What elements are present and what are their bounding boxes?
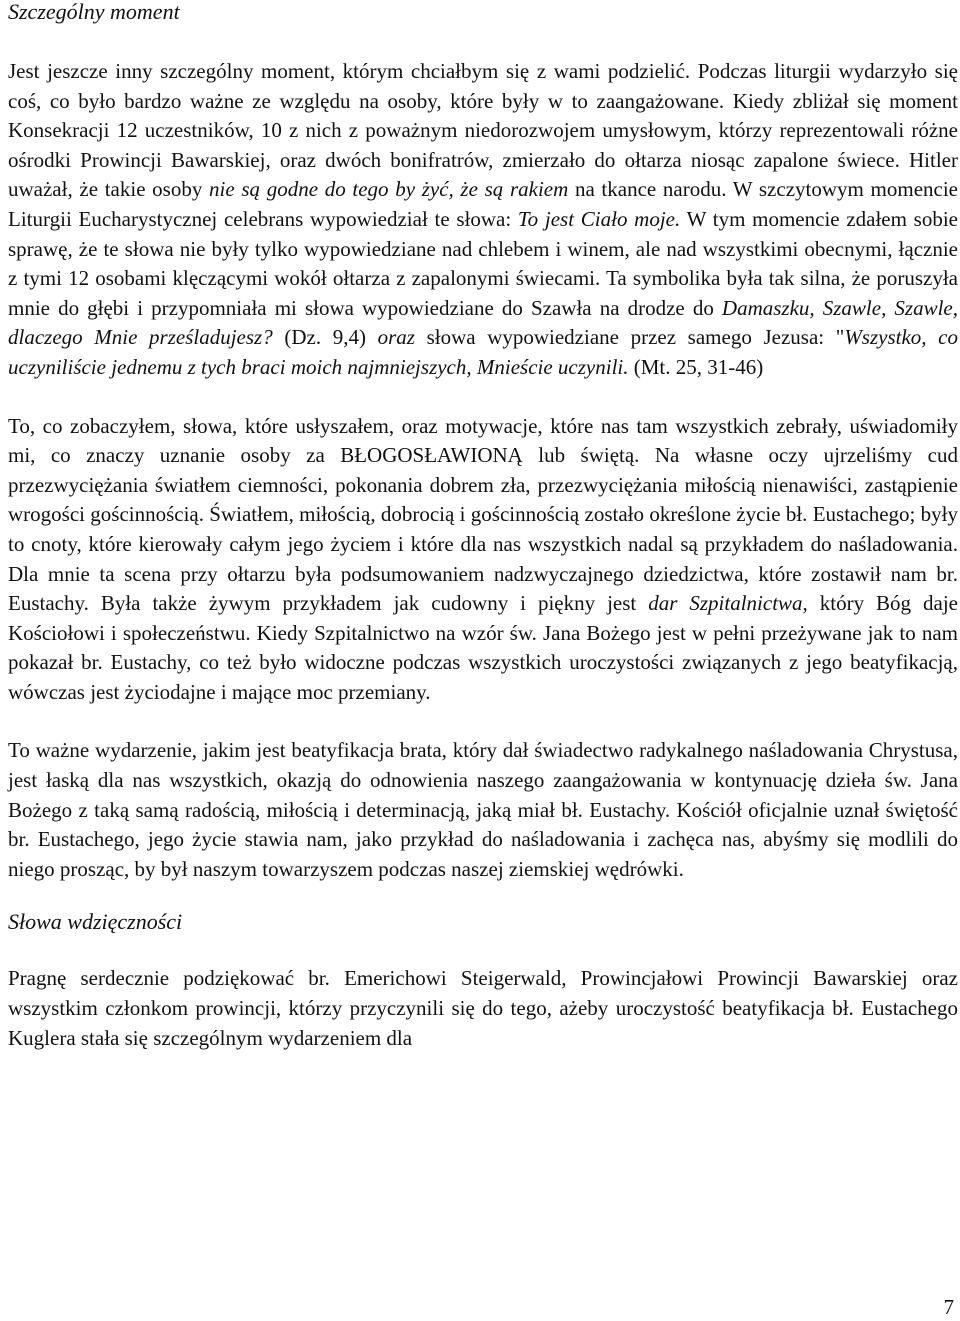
text-run: Pragnę serdecznie podziękować br. Emerichowi Steigerwald, Prowincjałowi Prowincji Bawarskiej oraz wszystkim członkom prowincji, którzy przyczynili się do tego, ażeby uroczystość beatyfikacja bł. Eustachego Kuglera stała się szczególnym wydarzeniem dla	[8, 966, 958, 1050]
text-run: To, co zobaczyłem, słowa, które usłyszałem, oraz motywacje, które nas tam wszystkich zebrały, uświadomiły mi, co znaczy uznanie osoby za BŁOGOSŁAWIONĄ lub świętą. Na własne oczy ujrzeliśmy cud przezwyciężania światłem ciemności, pokonania dobrem zła, przezwyciężania miłością nienawiści, zastąpienie wrogości gościnnością. Światłem, miłością, dobrocią i gościnnością zostało określone życie bł. Eustachego; były to cnoty, które kierowały całym jego życiem i które dla nas wszystkich nadal są przykładem do naśladowania. Dla mnie ta scena przy ołtarzu była podsumowaniem nadzwyczajnego dziedzictwa, które zostawił nam br. Eustachy. Była także żywym przykładem jak cudowny i piękny jest	[8, 413, 958, 616]
paragraph-gratitude	[8, 964, 958, 1053]
text-run: Jest jeszcze inny szczególny moment, którym chciałbym się z wami podzielić. Podczas liturgii wydarzyło się coś, co było bardzo ważne ze względu na osoby, które były w to zaangażowane. Kiedy zbliżał się moment Konsekracji 12 uczestników, 10 z nich z poważnym niedorozwojem umysłowym, którzy reprezentowali różne ośrodki Prowincji Bawarskiej, oraz dwóch bonifratrów, zmierzało do ołtarza niosąc zapalone świece. Hitler uważał, że takie osoby	[8, 59, 958, 202]
italic-text-run: To jest Ciało moje.	[517, 206, 681, 231]
italic-text-run: Damaszku, Szawle, Szawle, dlaczego Mnie prześladujesz?	[8, 295, 958, 350]
text-run: na tkance narodu. W szczytowym momencie Liturgii Eucharystycznej celebrans wypowiedział te słowa:	[8, 177, 958, 231]
section-heading-gratitude: Słowa wdzięczności	[8, 909, 183, 935]
paragraph-special-moment	[8, 57, 958, 383]
page-number: 7	[943, 1295, 954, 1319]
text-run: To ważne wydarzenie, jakim jest beatyfikacja brata, który dał świadectwo radykalnego naśladowania Chrystusa, jest łaską dla nas wszystkich, okazją do odnowienia naszego zaangażowania w kontynuację dzieła św. Jana Bożego z taką samą radością, miłością i determinacją, jaką miał bł. Eustachy. Kościół oficjalnie uznał świętość br. Eustachego, jego życie stawia nam, jako przykład do naśladowania i zachęca nas, abyśmy się modlili do niego prosząc, by był naszym towarzyszem podczas naszej ziemskiej wędrówki.	[8, 738, 958, 881]
italic-text-run: oraz	[377, 325, 415, 350]
italic-text-run: Wszystko, co uczyniliście jednemu z tych braci moich najmniejszych, Mnieście uczynili.	[8, 325, 958, 379]
italic-text-run: dar Szpitalnictwa	[648, 591, 803, 616]
italic-text-run: nie są godne do tego by żyć, że są rakiem	[209, 177, 569, 202]
paragraph-beatification-grace	[8, 736, 958, 884]
text-run: (Dz. 9,4)	[272, 325, 378, 350]
text-run: W tym momencie zdałem sobie sprawę, że te słowa nie były tylko wypowiedziane nad chlebem i winem, ale nad wszystkimi obecnymi, łącznie z tymi 12 osobami klęczącymi wokół ołtarza z zapalonymi świecami. Ta symbolika była tak silna, że poruszyła mnie do głębi i przypomniała mi słowa wypowiedziane do Szawła na drodze do	[8, 206, 958, 320]
section-heading-special-moment: Szczególny moment	[8, 0, 180, 24]
document-page	[8, 0, 958, 1053]
text-run: (Mt. 25, 31-46)	[628, 354, 764, 379]
text-run: słowa wypowiedziane przez samego Jezusa: "	[414, 325, 845, 350]
paragraph-blessed-meaning	[8, 412, 958, 708]
text-run: , który Bóg daje Kościołowi i społeczeństwu. Kiedy Szpitalnictwo na wzór św. Jana Bożego jest w pełni przeżywane jak to nam pokazał br. Eustachy, co też było widoczne podczas wszystkich uroczystości związanych z jego beatyfikacją, wówczas jest życiodajne i mające moc przemiany.	[8, 591, 958, 704]
